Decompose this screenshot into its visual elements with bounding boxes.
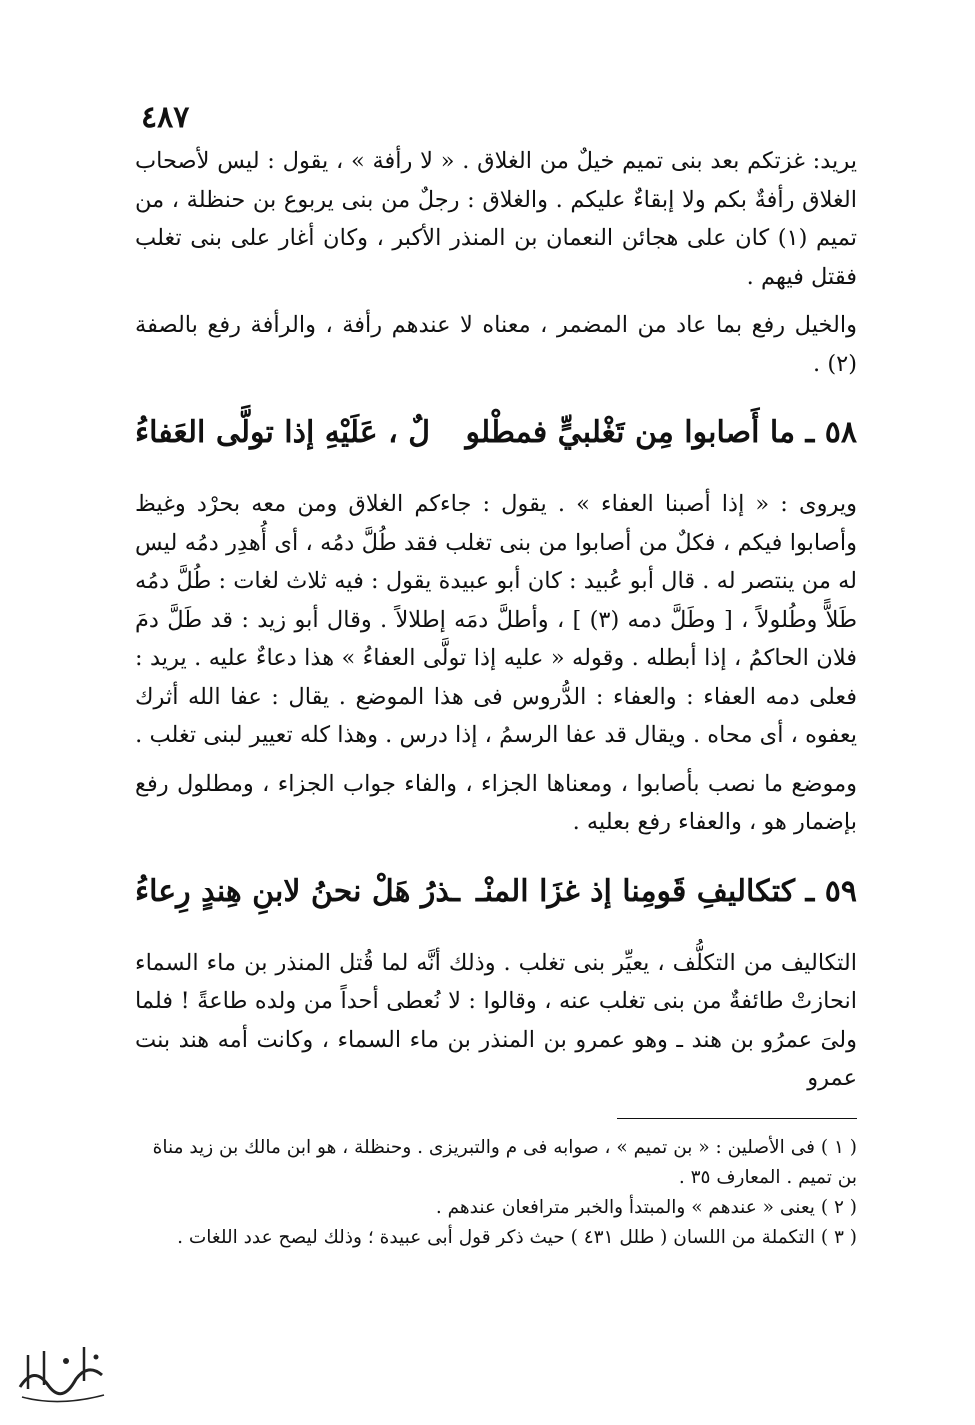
- commentary-paragraph: التكاليف من التكلُّف ، يعيِّر بنى تغلب . وذلك أنَّه لما قُتل المنذر بن ماء السماء انحازتْ طائفةٌ من بنى تغلب عنه ، وقالوا : لا نُعطى أحداً من ولده طاعةً ! فلما ولىَ عمرُو بن هند ـ وهو عمرو بن المنذر بن ماء السماء ، وكانت أمه هند بنت عمرو: [135, 949, 857, 1091]
- library-stamp-logo: [14, 1335, 109, 1410]
- footnote: ( ٢ ) يعنى « عندهم » والمبتدأ والخبر مترافعان عندهم .: [435, 1196, 857, 1218]
- verse-hemistich: ٥٩ ـ كتكاليفِ قَومِنا إذ غزَا المنْـ: [475, 873, 857, 909]
- footnote: ( ٣ ) التكملة من اللسان ( طلل ٤٣١ ) حيث ذكر قول أبى عبيدة ؛ وذلك ليصح عدد اللغات .: [177, 1226, 857, 1248]
- commentary-paragraph: والخيل رفع بما عاد من المضمر ، معناه لا عندهم رأفة ، والرأفة رفع بالصفة (٢) .: [135, 312, 857, 377]
- page-number: ٤٨٧: [141, 100, 190, 135]
- calligraphy-stamp-icon: [14, 1335, 109, 1410]
- verse-hemistich: ـذرُ هَلْ نحنُ لابنِ هِندٍ رِعاءُ: [135, 873, 460, 909]
- verse-hemistich: لٌ ، عَلَيْهِ إذا تولَّى العَفاءُ: [135, 415, 431, 450]
- verse-58: [135, 409, 857, 457]
- verse-59: [135, 868, 857, 916]
- footnote: ( ١ ) فى الأصلين : « بن تميم » ، صوابه فى م والتبريزى . وحنظلة ، هو ابن مالك بن زيد مناة بن تميم . المعارف ٣٥ .: [152, 1136, 857, 1188]
- commentary-paragraph: وموضع ما نصب بأصابوا ، ومعناها الجزاء ، والفاء جواب الجزاء ، ومطلول رفع بإضمار هو ، والعفاء رفع بعليه .: [135, 770, 857, 835]
- verse-hemistich: ٥٨ ـ ما أَصابوا مِن تَغْلبيٍّ فمطْلو: [465, 415, 857, 450]
- commentary-paragraph: ويروى : « إذا أصبنا العفاء » . يقول : جاءكم الغلاق ومن معه بحرْد وغيظ وأصابوا فيكم ، فكلٌ من أصابوا من بنى تغلب فقد طُلَّ دمُه ، أى أُهدِر دمُه ليس له من ينتصر له . قال أبو عُبيد : كان أبو عبيدة يقول : فيه ثلاث لغات : طُلَّ دمُه طَلاًّ وطُلولاً ، [ وطَلَّ دمه (٣) ] ، وأطلَّ دمَه إطلالاً . وقال أبو زيد : قد طَلَّ دمَ فلان الحاكمُ ، إذا أبطله . وقوله « عليه إذا تولَّى العفاءُ » هذا دعاءٌ عليه . يريد : فعلى دمه العفاء : والعفاء : الدُّروس فى هذا الموضع . يقال : عفا الله أثرك يعفوه ، أى محاه . ويقال قد عفا الرسمُ ، إذا درس . وهذا كله تعيير لبنى تغلب .: [135, 491, 857, 748]
- commentary-paragraph: يريد: غزتكم بعد بنى تميم خيلٌ من الغلاق . « لا رأفة » ، يقول : ليس لأصحاب الغلاق رأفةٌ بكم ولا إبقاءٌ عليكم . والغلاق : رجلٌ من بنى يربوع بن حنظلة ، من تميم (١) كان على هجائن النعمان بن المنذر الأكبر ، وكان أغار على بنى تغلب فقتل فيهم .: [135, 148, 857, 290]
- footnote-divider: [617, 1118, 857, 1119]
